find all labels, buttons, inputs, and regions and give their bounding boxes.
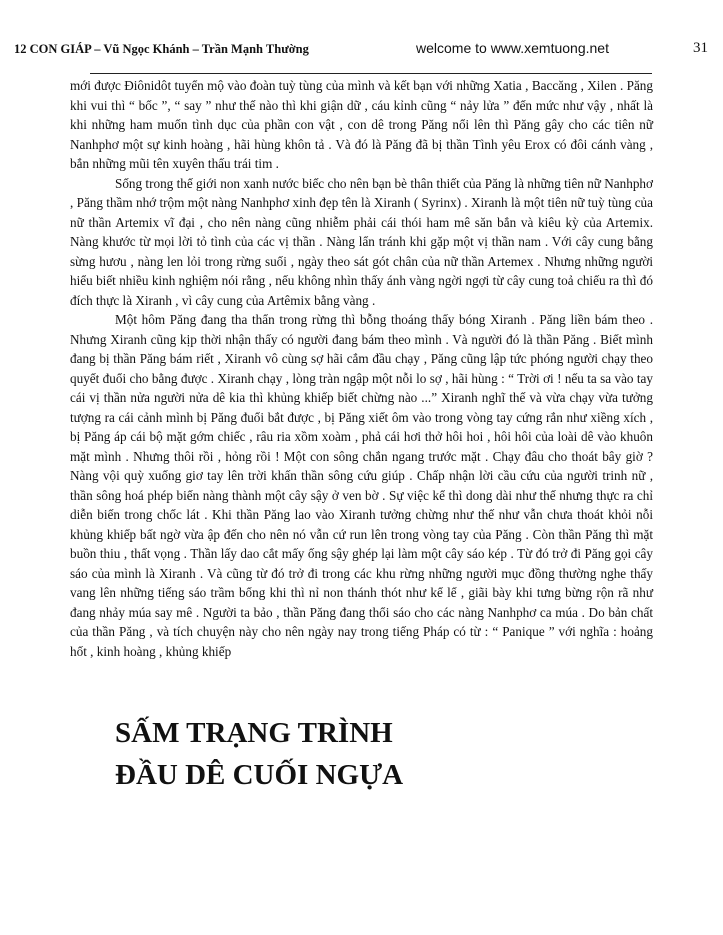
page-header [14, 38, 710, 66]
heading-line-1: SẤM TRẠNG TRÌNH [115, 717, 393, 749]
paragraph-3: Một hôm Păng đang tha thẩn trong rừng thì bỗng thoáng thấy bóng Xiranh . Păng liền bám theo . Nhưng Xiranh cũng kịp thời nhận thấy có người đang bám theo mình . Và người đó là thần Păng . Biết mình đang bị thần Păng bám riết , Xiranh vô cùng sợ hãi cắm đầu chạy , Păng cũng lập tức phóng người chạy theo quyết đuổi cho bằng được . Xiranh chạy , lòng tràn ngập một nỗi lo sợ , hãi hùng : “ Trời ơi ! nếu ta sa vào tay cái vị thần nửa người nửa dê kia thì khủng khiếp biết chừng nào ...” Xiranh nghĩ thế và vừa chạy vừa tưởng tượng ra cái cảnh mình bị Păng đuổi bắt được , bị Păng xiết ôm vào trong vòng tay cứng rắn như xiềng xích , bị Păng áp cái bộ mặt gớm chiếc , râu ria xồm xoàm , phả cái hơi thở hôi hoi , hôi hôi của loài dê vào khuôn mặt mình . Nhưng thôi rồi , hỏng rồi ! Một con sông chắn ngang trước mặt . Chạy đâu cho thoát bây giờ ? Nàng vội quỳ xuống giơ tay lên trời khấn thần sông cứu giúp . Chấp nhận lời cầu cứu của người trinh nữ , thần sông hoá phép biến nàng thành một cây sậy ở ven bờ . Sự việc kể thì dong dài như thế nhưng thực ra chỉ diễn biến trong chốc lát . Khi thần Păng lao vào Xiranh tưởng chừng như thế như vẫn chưa thoát khỏi nỗi khủng khiếp bất ngờ vừa ập đến cho nên nó vẫn cứ run lên trong vòng tay của Păng . Còn thần Păng thì mặt buồn thiu , thất vọng . Thần lấy dao cắt mấy ống sậy ghép lại làm một cây sáo kép . Từ đó trở đi Păng gọi cây sáo của mình là Xiranh . Và cũng từ đó trở đi trong các khu rừng những người mục đồng thường nghe thấy vang lên những tiếng sáo trầm bổng khi thì nỉ non thánh thót như kể lể , giãi bày khi tưng bừng rộn rã như đang nhảy múa say mê . Người ta bảo , thần Păng đang thổi sáo cho các nàng Nanhphơ ca múa . Do bản chất của thần Păng , và tích chuyện này cho nên ngày nay trong tiếng Pháp có từ : “ Panique ” với nghĩa : hoảng hốt , kinh hoàng , khủng khiếp [70, 312, 653, 659]
body-text [70, 76, 653, 661]
paragraph-2: Sống trong thế giới non xanh nước biếc cho nên bạn bè thân thiết của Păng là những tiên nữ Nanhphơ , Păng thầm nhớ trộm một nàng Nanhphơ xinh đẹp tên là Xiranh ( Syrinx) . Xiranh là một tiên nữ tuỳ tùng của nữ thần Artemix vĩ đại , cho nên nàng cũng nhiễm phải cái thói ham mê săn bắn và kiêu kỳ của Artemix. Nàng khước từ mọi lời tỏ tình của các vị thần . Nàng lẩn tránh khi gặp một vị thần nam . Với cây cung bằng sừng hươu , nàng len lỏi trong rừng suối , ngày theo sát gót chân của nữ thần Artemex . Nhưng những người hiểu biết nhiều kinh nghiệm nói rằng , nếu không nhìn thấy ánh vàng ngời ngợi từ cây cung toả chiếu ra thì đó đích thực là Xiranh , vì cây cung của Artêmix bằng vàng . [70, 175, 653, 308]
header-divider [90, 73, 652, 74]
paragraph-1: mới được Điônidôt tuyển mộ vào đoàn tuỳ tùng của mình và kết bạn với những Xatia , Baccăng , Xilen . Păng khi vui thì “ bốc ”, “ say ” như thế nào thì khi giận dữ , cáu kỉnh cũng “ nảy lửa ” đến mức như vậy , nhất là khi những ham muốn tình dục của phần con vật , con dê trong Păng nổi lên thì Păng gây cho các tiên nữ Nanhphơ một sự kinh hoàng , hãi hùng khôn tả . Và đó là Păng đã bị thần Tình yêu Erox có đôi cánh vàng , bắn những mũi tên xuyên thấu trái tim . [70, 78, 653, 171]
website-link[interactable]: welcome to www.xemtuong.net [416, 40, 609, 56]
page-number: 31 [693, 40, 708, 56]
heading-line-2: ĐẦU DÊ CUỐI NGỰA [115, 759, 404, 791]
book-title: 12 CON GIÁP – Vũ Ngọc Khánh – Trần Mạnh Thường [14, 42, 309, 56]
section-heading [115, 712, 403, 796]
